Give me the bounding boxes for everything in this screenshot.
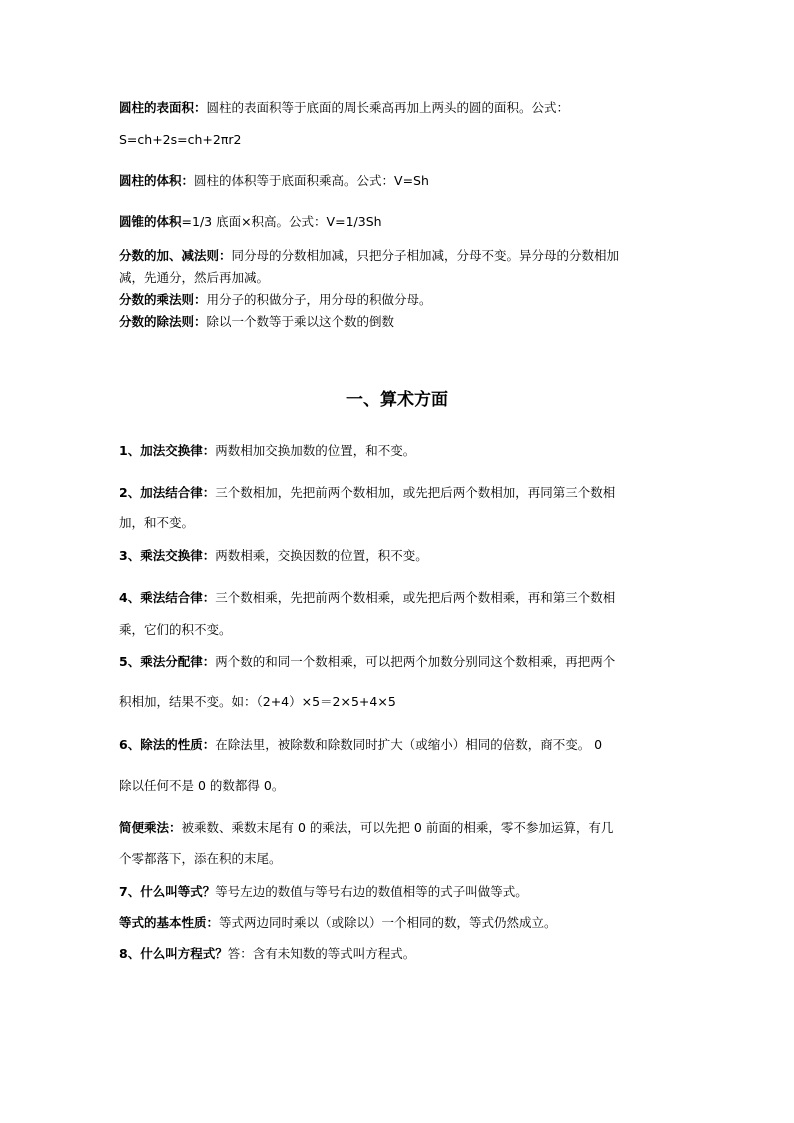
term-text: 圆柱的表面积等于底面的周长乘高再加上两头的圆的面积。公式： — [206, 100, 570, 115]
term-text: 减，先通分，然后再加减。 — [119, 270, 270, 285]
rule-2 — [119, 484, 679, 502]
rule-text: 两数相乘，交换因数的位置，积不变。 — [215, 548, 428, 563]
fraction-add-sub-line — [119, 247, 679, 265]
rule-text: 两个数的和同一个数相乘，可以把两个加数分别同这个数相乘，再把两个 — [215, 654, 616, 669]
term-title: 圆柱的体积： — [119, 173, 195, 188]
rule-title: 6、除法的性质： — [119, 737, 216, 752]
rule-text: 被乘数、乘数末尾有 0 的乘法，可以先把 0 前面的相乘，零不参加运算，有几 — [181, 820, 614, 835]
rule-6 — [119, 736, 679, 754]
equation-property — [119, 914, 679, 932]
term-text: 同分母的分数相加减，只把分子相加减，分母不变。异分母的分数相加 — [231, 248, 620, 263]
fraction-divide-line — [119, 313, 679, 331]
rule-text: 两数相加交换加数的位置，和不变。 — [215, 443, 416, 458]
rule-title: 3、乘法交换律： — [119, 548, 216, 563]
rule-text: 个零都落下，添在积的末尾。 — [119, 851, 282, 866]
rule-6-cont — [119, 777, 679, 795]
rule-2-cont — [119, 514, 679, 532]
term-text: 用分子的积做分子，用分母的积做分母。 — [206, 292, 432, 307]
rule-4-cont — [119, 621, 679, 639]
rule-5 — [119, 653, 679, 671]
rule-title: 5、乘法分配律： — [119, 654, 216, 669]
rule-title: 7、什么叫等式？ — [119, 884, 216, 899]
rule-text: 等式两边同时乘以（或除以）一个相同的数，等式仍然成立。 — [219, 915, 557, 930]
rule-3 — [119, 547, 679, 565]
cylinder-surface-formula — [119, 131, 679, 149]
term-title: 圆锥的体积 — [119, 214, 182, 229]
rule-5-cont — [119, 693, 679, 711]
fraction-multiply-line — [119, 291, 679, 309]
term-title: 分数的乘法则： — [119, 292, 207, 307]
formula-text: S=ch+2s=ch+2πr2 — [119, 132, 242, 147]
rule-text: 积相加，结果不变。如：（2+4）×5＝2×5+4×5 — [119, 694, 396, 709]
rule-title: 2、加法结合律： — [119, 485, 216, 500]
term-title: 分数的除法则： — [119, 314, 207, 329]
rule-7 — [119, 883, 679, 901]
rule-title: 简便乘法： — [119, 820, 182, 835]
rule-text: 加，和不变。 — [119, 515, 195, 530]
rule-text: 除以任何不是 0 的数都得 0。 — [119, 778, 285, 793]
term-title: 圆柱的表面积： — [119, 100, 207, 115]
simple-multiply — [119, 819, 679, 837]
cylinder-surface-line — [119, 99, 679, 117]
rule-text: 三个数相乘，先把前两个数相乘，或先把后两个数相乘，再和第三个数相 — [215, 590, 616, 605]
rule-1 — [119, 442, 679, 460]
rule-4 — [119, 589, 679, 607]
term-text: 圆柱的体积等于底面积乘高。公式：V=Sh — [194, 173, 429, 188]
term-text: 除以一个数等于乘以这个数的倒数 — [206, 314, 395, 329]
rule-title: 8、什么叫方程式？ — [119, 946, 228, 961]
rule-title: 1、加法交换律： — [119, 443, 216, 458]
term-text: =1/3 底面×积高。公式：V=1/3Sh — [181, 214, 382, 229]
cone-volume-line — [119, 213, 679, 231]
rule-text: 三个数相加，先把前两个数相加，或先把后两个数相加，再同第三个数相 — [215, 485, 616, 500]
rule-text: 乘，它们的积不变。 — [119, 622, 232, 637]
fraction-add-sub-cont — [119, 269, 679, 287]
simple-multiply-cont — [119, 850, 679, 868]
term-title: 分数的加、减法则： — [119, 248, 232, 263]
rule-title: 4、乘法结合律： — [119, 590, 216, 605]
cylinder-volume-line — [119, 172, 679, 190]
section-heading: 一、算术方面 — [346, 390, 448, 410]
rule-8 — [119, 945, 679, 963]
rule-text: 答：含有未知数的等式叫方程式。 — [227, 946, 416, 961]
rule-text: 在除法里，被除数和除数同时扩大（或缩小）相同的倍数，商不变。 0 — [215, 737, 603, 752]
rule-text: 等号左边的数值与等号右边的数值相等的式子叫做等式。 — [215, 884, 528, 899]
rule-title: 等式的基本性质： — [119, 915, 220, 930]
